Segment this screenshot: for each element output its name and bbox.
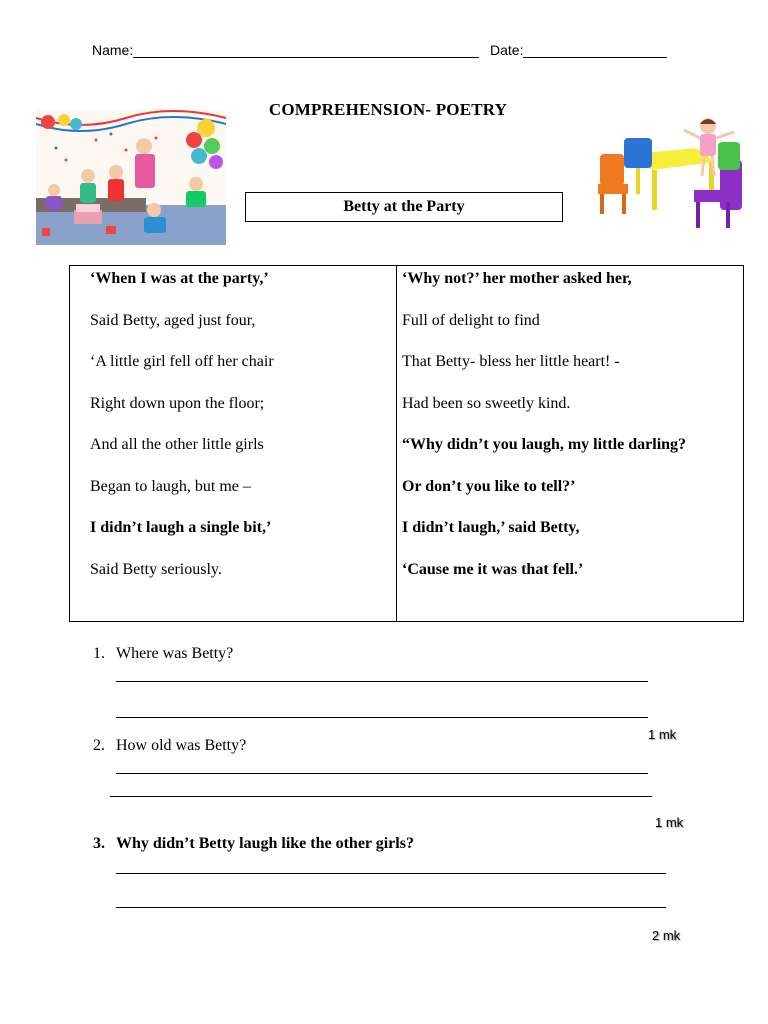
worksheet-title: COMPREHENSION- POETRY [268, 100, 508, 119]
question-number: 1. [93, 645, 105, 662]
question-1 [93, 645, 233, 663]
poem-line: Right down upon the floor; [90, 394, 265, 412]
poem-table [69, 265, 744, 622]
poem-line: I didn’t laugh a single bit,’ [90, 519, 272, 536]
marks-label: 2 mk [652, 928, 681, 943]
poem-line: Or don’t you like to tell?’ [402, 477, 576, 495]
poem-line: Full of delight to find [402, 311, 540, 329]
poem-line: “Why didn’t you laugh, my little darling? [402, 436, 687, 453]
name-label: Name: [92, 42, 134, 58]
date-label: Date: [490, 42, 524, 58]
name-blank[interactable] [133, 43, 479, 58]
party-illustration [36, 110, 226, 245]
date-blank[interactable] [523, 43, 667, 58]
poem-line: I didn’t laugh,’ said Betty, [402, 519, 580, 536]
answer-line[interactable] [116, 773, 648, 774]
answer-line[interactable] [116, 873, 666, 874]
poem-line: ‘Cause me it was that fell.’ [402, 560, 584, 578]
question-2 [93, 737, 246, 755]
question-text: Why didn’t Betty laugh like the other girls? [116, 835, 414, 852]
answer-line[interactable] [116, 717, 648, 718]
answer-line[interactable] [116, 681, 648, 682]
question-text: How old was Betty? [116, 737, 247, 754]
question-text: Where was Betty? [116, 645, 234, 662]
answer-line[interactable] [116, 907, 666, 908]
poem-line: And all the other little girls [90, 436, 264, 453]
answer-line[interactable] [110, 796, 652, 797]
question-3 [93, 835, 414, 853]
marks-label: 1 mk [655, 815, 684, 830]
poem-line: ‘Why not?’ her mother asked her, [402, 270, 632, 287]
poem-column-divider [396, 266, 397, 621]
poem-title: Betty at the Party [245, 192, 563, 222]
poem-line: ‘When I was at the party,’ [90, 270, 269, 287]
question-number: 2. [93, 737, 105, 754]
table-chairs-illustration [596, 114, 748, 236]
poem-line: Had been so sweetly kind. [402, 394, 571, 412]
poem-line: Began to laugh, but me – [90, 477, 251, 495]
date-field[interactable] [490, 42, 667, 58]
poem-line: That Betty- bless her little heart! - [402, 353, 620, 370]
poem-line: Said Betty seriously. [90, 560, 222, 578]
question-number: 3. [93, 835, 105, 852]
poem-line: Said Betty, aged just four, [90, 311, 256, 329]
marks-label: 1 mk [648, 727, 677, 742]
name-field[interactable] [92, 42, 479, 58]
poem-line: ‘A little girl fell off her chair [90, 353, 274, 370]
